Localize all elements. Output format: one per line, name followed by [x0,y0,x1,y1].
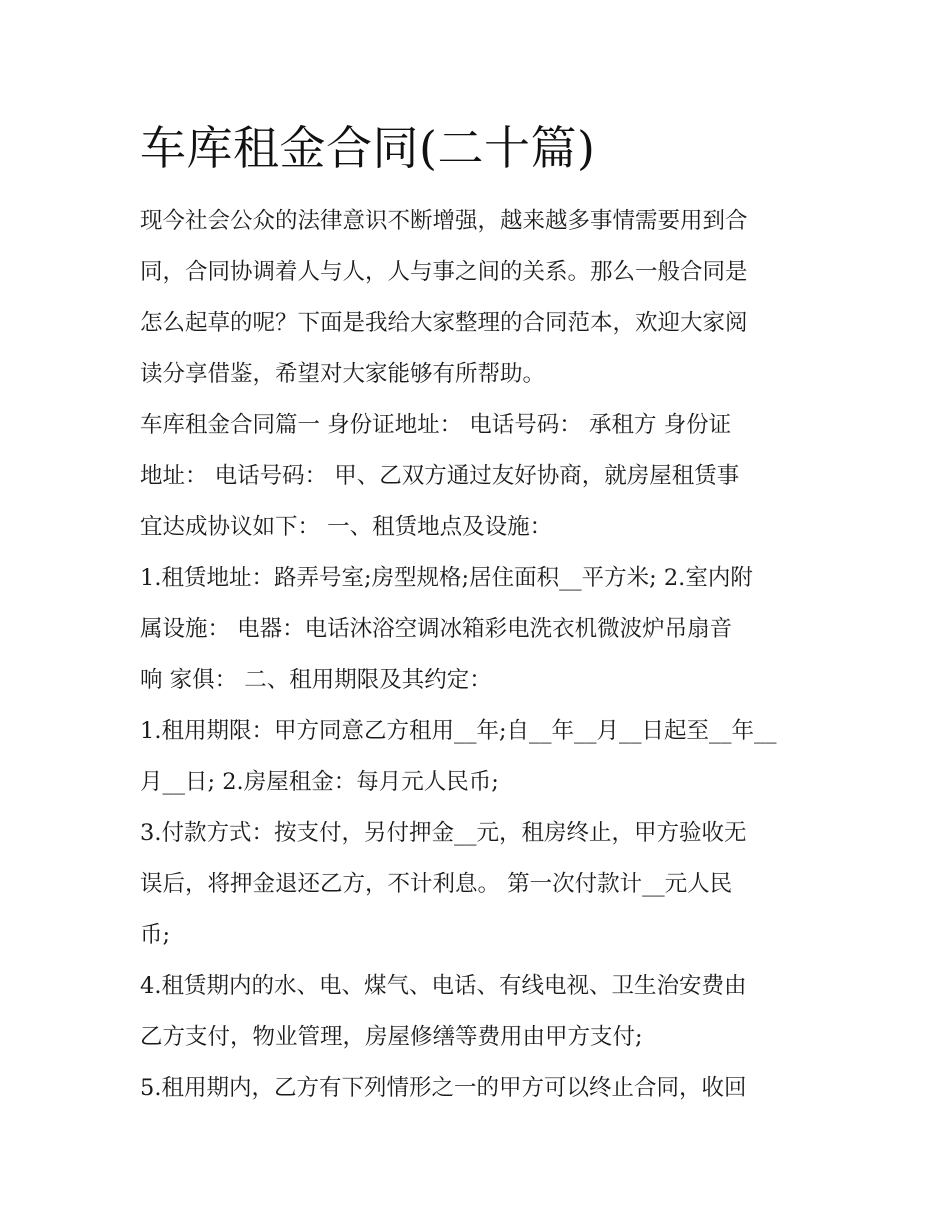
body-line: 4.租赁期内的水、电、煤气、电话、有线电视、卫生治安费由 [140,973,747,999]
body-line: 月__日; 2.房屋租金：每月元人民币; [140,769,499,795]
body-line: 宜达成协议如下： 一、租赁地点及设施： [140,514,553,540]
body-line: 乙方支付，物业管理，房屋修缮等费用由甲方支付; [140,1024,643,1050]
body-line: 1.租赁地址：路弄号室;房型规格;居住面积__平方米; 2.室内附 [140,565,753,591]
body-line: 怎么起草的呢？下面是我给大家整理的合同范本，欢迎大家阅 [140,310,748,336]
body-line: 响 家俱： 二、租用期限及其约定： [140,667,492,693]
body-line: 1.租用期限：甲方同意乙方租用__年;自__年__月__日起至__年__ [140,718,777,744]
body-line: 同，合同协调着人与人，人与事之间的关系。那么一般合同是 [140,259,748,285]
body-line: 车库租金合同篇一 身份证地址： 电话号码： 承租方 身份证 [140,412,732,438]
body-line: 属设施： 电器：电话沐浴空调冰箱彩电洗衣机微波炉吊扇音 [140,616,733,642]
document-title: 车库租金合同(二十篇) [140,121,596,175]
body-line: 现今社会公众的法律意识不断增强，越来越多事情需要用到合 [140,208,748,234]
body-line: 读分享借鉴，希望对大家能够有所帮助。 [140,361,546,387]
body-line: 3.付款方式：按支付，另付押金__元，租房终止，甲方验收无 [140,820,747,846]
body-line: 5.租用期内，乙方有下列情形之一的甲方可以终止合同，收回 [140,1075,747,1101]
body-line: 币; [140,922,171,948]
body-line: 误后，将押金退还乙方，不计利息。 第一次付款计__元人民 [140,871,733,897]
body-line: 地址： 电话号码： 甲、乙双方通过友好协商，就房屋租赁事 [140,463,740,489]
